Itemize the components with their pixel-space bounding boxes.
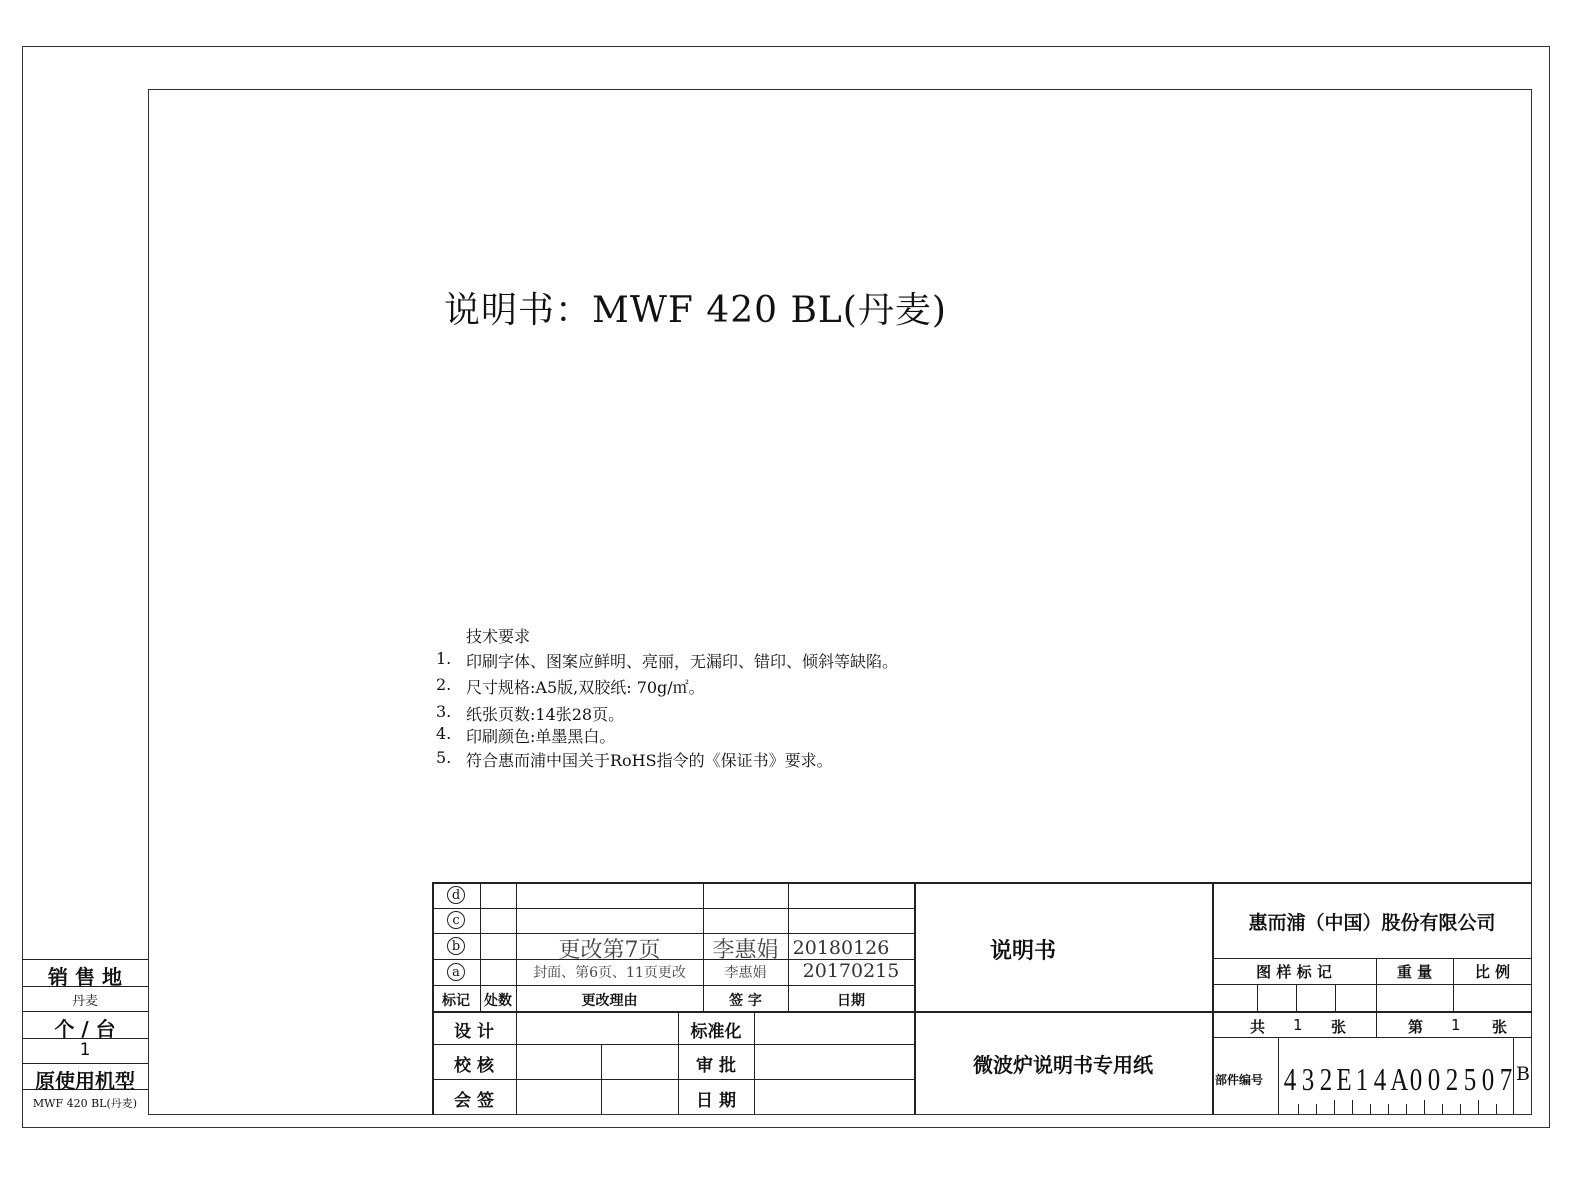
- revision-date: 20170215: [802, 960, 900, 982]
- quantity-label: 个 / 台: [54, 1017, 116, 1041]
- requirements-heading: 技术要求: [466, 627, 531, 646]
- check-label: 校 核: [454, 1056, 494, 1076]
- header-mark: 标记: [442, 993, 470, 1009]
- revision-reason: 封面、第6页、11页更改: [533, 965, 686, 981]
- part-version: B: [1516, 1063, 1530, 1085]
- sheet-number-value: 1: [1451, 1016, 1461, 1034]
- original-model-value: MWF 420 BL(丹麦): [32, 1097, 138, 1110]
- design-label: 设 计: [454, 1022, 494, 1042]
- part-digit: 4: [1283, 1061, 1297, 1097]
- requirement-text: 尺寸规格:A5版,双胶纸: 70g/㎡。: [466, 678, 705, 697]
- requirement-text: 纸张页数:14张28页。: [466, 705, 625, 724]
- total-sheets-value: 1: [1293, 1016, 1303, 1034]
- part-digit: 0: [1409, 1061, 1423, 1097]
- original-model-label: 原使用机型: [35, 1069, 135, 1093]
- part-digit: 2: [1319, 1061, 1333, 1097]
- revision-mark: c: [447, 911, 465, 929]
- sales-region-label: 销 售 地: [48, 965, 122, 989]
- sales-region-value: 丹麦: [71, 994, 98, 1009]
- requirement-text: 印刷字体、图案应鲜明、亮丽，无漏印、错印、倾斜等缺陷。: [466, 652, 899, 671]
- part-digit: 5: [1463, 1061, 1477, 1097]
- paper-type: 微波炉说明书专用纸: [973, 1053, 1153, 1077]
- document-title: 说明书：MWF 420 BL(丹麦): [444, 290, 947, 331]
- part-digit: A: [1390, 1061, 1409, 1097]
- part-digit: 1: [1355, 1061, 1369, 1097]
- part-digit: 4: [1373, 1061, 1387, 1097]
- countersign-label: 会 签: [454, 1091, 494, 1111]
- part-number-label: 部件编号: [1215, 1073, 1264, 1087]
- sheet-number-unit: 张: [1492, 1018, 1508, 1036]
- part-digit: 2: [1445, 1061, 1459, 1097]
- header-date: 日期: [837, 993, 865, 1009]
- requirement-num: 4.: [436, 724, 452, 743]
- revision-signer: 李惠娟: [724, 965, 767, 981]
- requirement-num: 3.: [436, 702, 452, 721]
- revision-mark: b: [447, 937, 465, 955]
- header-count: 处数: [484, 993, 512, 1009]
- weight-label: 重 量: [1396, 963, 1433, 981]
- part-digit: 0: [1481, 1061, 1495, 1097]
- part-digit: 0: [1427, 1061, 1441, 1097]
- document-name: 说明书: [990, 939, 1057, 964]
- revision-signer: 李惠娟: [712, 938, 779, 963]
- requirement-text: 符合惠而浦中国关于RoHS指令的《保证书》要求。: [466, 751, 833, 770]
- revision-date: 20180126: [792, 937, 890, 959]
- requirement-num: 5.: [436, 748, 452, 767]
- scale-label: 比 例: [1474, 963, 1511, 981]
- drawing-mark-label: 图 样 标 记: [1256, 963, 1332, 981]
- standardization-label: 标准化: [690, 1022, 742, 1042]
- sheet-number-label: 第: [1408, 1018, 1424, 1036]
- revision-mark: d: [447, 886, 465, 904]
- company-name: 惠而浦（中国）股份有限公司: [1248, 912, 1496, 934]
- revision-mark: a: [447, 963, 465, 981]
- quantity-value: 1: [79, 1040, 91, 1060]
- part-digit: 3: [1301, 1061, 1315, 1097]
- part-digit: E: [1336, 1061, 1352, 1097]
- approve-label: 审 批: [696, 1056, 736, 1076]
- total-sheets-unit: 张: [1331, 1018, 1347, 1036]
- header-signature: 签 字: [729, 993, 762, 1009]
- approval-date-label: 日 期: [696, 1091, 736, 1111]
- total-sheets-label: 共: [1250, 1018, 1266, 1036]
- requirement-text: 印刷颜色:单墨黑白。: [466, 727, 616, 746]
- revision-reason: 更改第7页: [558, 938, 661, 963]
- header-reason: 更改理由: [581, 993, 638, 1009]
- part-digit: 7: [1499, 1061, 1513, 1097]
- requirement-num: 2.: [436, 675, 452, 694]
- requirement-num: 1.: [436, 649, 452, 668]
